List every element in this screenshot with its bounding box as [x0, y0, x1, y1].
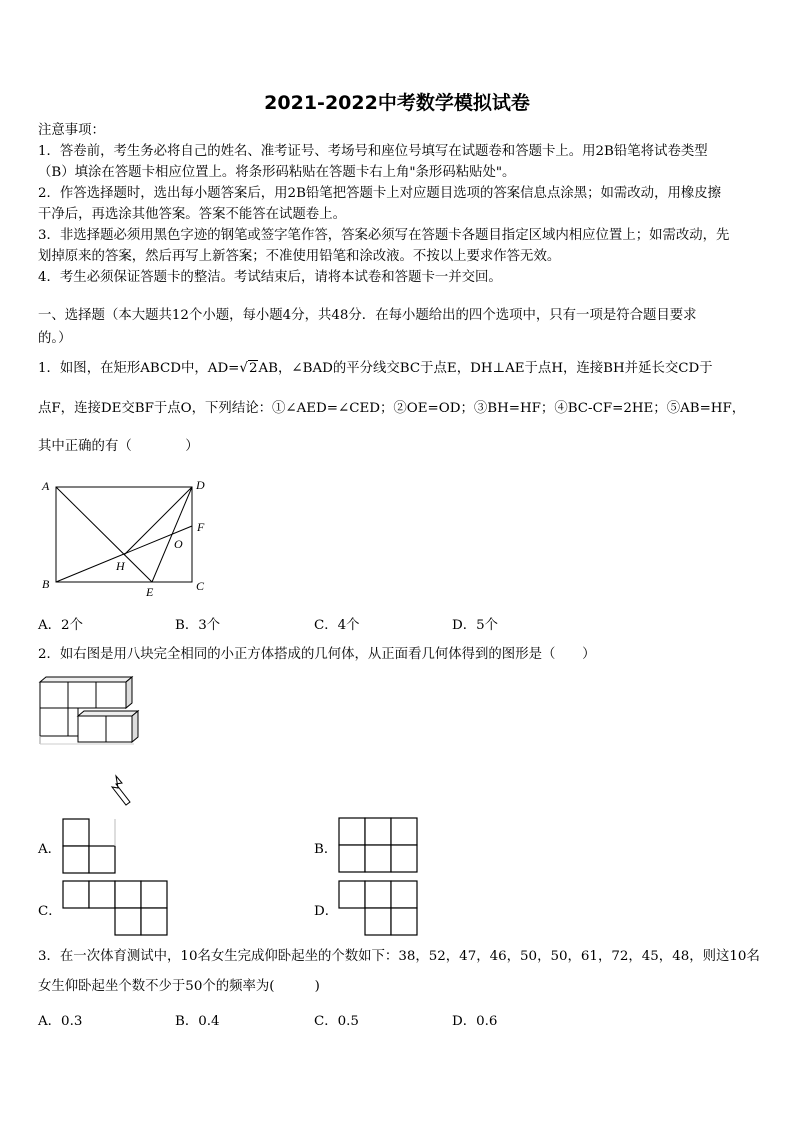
section-heading-cont: 的。） [38, 331, 72, 346]
q1-line1 [38, 358, 713, 379]
notice-block [38, 120, 760, 288]
line-ae [56, 487, 152, 582]
q1-line2: 点F，连接DE交BF于点O，下列结论：①∠AED=∠CED；②OE=OD；③BH=HF；④BC-CF=2HE；⑤AB=HF， [38, 401, 746, 416]
label-b: B [42, 577, 50, 591]
q2-option-d-shape[interactable] [337, 878, 421, 936]
notice-line: 2．作答选择题时，选出每小题答案后，用2B铅笔把答题卡上对应题目选项的答案信息点涂黑；如需改动，用橡皮擦 [38, 186, 722, 201]
q2-option-c-shape[interactable] [60, 878, 170, 936]
notice-heading: 注意事项： [38, 123, 105, 138]
label-f: F [197, 520, 205, 534]
q2-option-a-label[interactable]: A． [38, 842, 62, 857]
q1-option-a[interactable]: A．2个 [38, 618, 83, 633]
q2-question: 2．如右图是用八块完全相同的小正方体搭成的几何体，从正面看几何体得到的图形是（ ） [38, 647, 596, 662]
notice-line: 干净后，再选涂其他答案。答案不能答在试题卷上。 [38, 207, 346, 222]
q3-option-b[interactable]: B．0.4 [175, 1014, 220, 1029]
notice-line: 1．答卷前，考生务必将自己的姓名、准考证号、考场号和座位号填写在试题卷和答题卡上。用2B铅笔将试卷类型 [38, 144, 708, 159]
notice-line: 划掉原来的答案，然后再写上新答案；不准使用铅笔和涂改液。不按以上要求作答无效。 [38, 249, 561, 264]
q1-option-b[interactable]: B．3个 [175, 618, 221, 633]
sqrt-symbol: √2 [239, 361, 258, 376]
line-bf [56, 526, 192, 582]
page-title: 2021-2022中考数学模拟试卷 [264, 92, 530, 114]
q1-option-c[interactable]: C．4个 [314, 618, 360, 633]
label-c: C [196, 579, 205, 593]
notice-line: 4．考生必须保证答题卡的整洁。考试结束后，请将本试卷和答题卡一并交回。 [38, 270, 502, 285]
section-heading: 一、选择题（本大题共12个小题，每小题4分，共48分．在每小题给出的四个选项中，只有一项是符合题目要求 [38, 308, 697, 323]
q3-line2: 女生仰卧起坐个数不少于50个的频率为( ) [38, 979, 320, 994]
label-d: D [196, 478, 205, 492]
q3-line1: 3．在一次体育测试中，10名女生完成仰卧起坐的个数如下：38，52，47，46，50，50，61，72，45，48，则这10名 [38, 949, 760, 964]
arrow-icon [112, 776, 130, 805]
label-e: E [146, 585, 154, 599]
q1-line3: 其中正确的有（ ） [38, 439, 199, 454]
label-o: O [174, 537, 183, 551]
q3-option-a[interactable]: A．0.3 [38, 1014, 83, 1029]
q2-cube-figure [36, 674, 146, 810]
notice-line: 3．非选择题必须用黑色字迹的钢笔或签字笔作答，答案必须写在答题卡各题目指定区域内相应位置上；如需改动，先 [38, 228, 730, 243]
label-h: H [116, 559, 125, 573]
q1-text-post: AB，∠BAD的平分线交BC于点E，DH⊥AE于点H，连接BH并延长交CD于 [258, 361, 713, 376]
notice-line: （B）填涂在答题卡相应位置上。将条形码粘贴在答题卡右上角"条形码粘贴处"。 [38, 165, 516, 180]
q3-option-c[interactable]: C．0.5 [314, 1014, 359, 1029]
q1-text-pre: 1．如图，在矩形ABCD中，AD= [38, 361, 240, 376]
sqrt-argument: 2 [248, 361, 258, 376]
q2-option-b-shape[interactable] [337, 816, 421, 874]
q2-option-d-label[interactable]: D． [314, 904, 339, 919]
q2-option-c-label[interactable]: C． [38, 904, 62, 919]
q3-option-d[interactable]: D．0.6 [452, 1014, 498, 1029]
q2-option-a-shape[interactable] [60, 816, 120, 874]
q1-option-d[interactable]: D．5个 [452, 618, 499, 633]
q1-figure [36, 474, 216, 600]
q2-option-b-label[interactable]: B． [314, 842, 338, 857]
label-a: A [42, 479, 50, 493]
